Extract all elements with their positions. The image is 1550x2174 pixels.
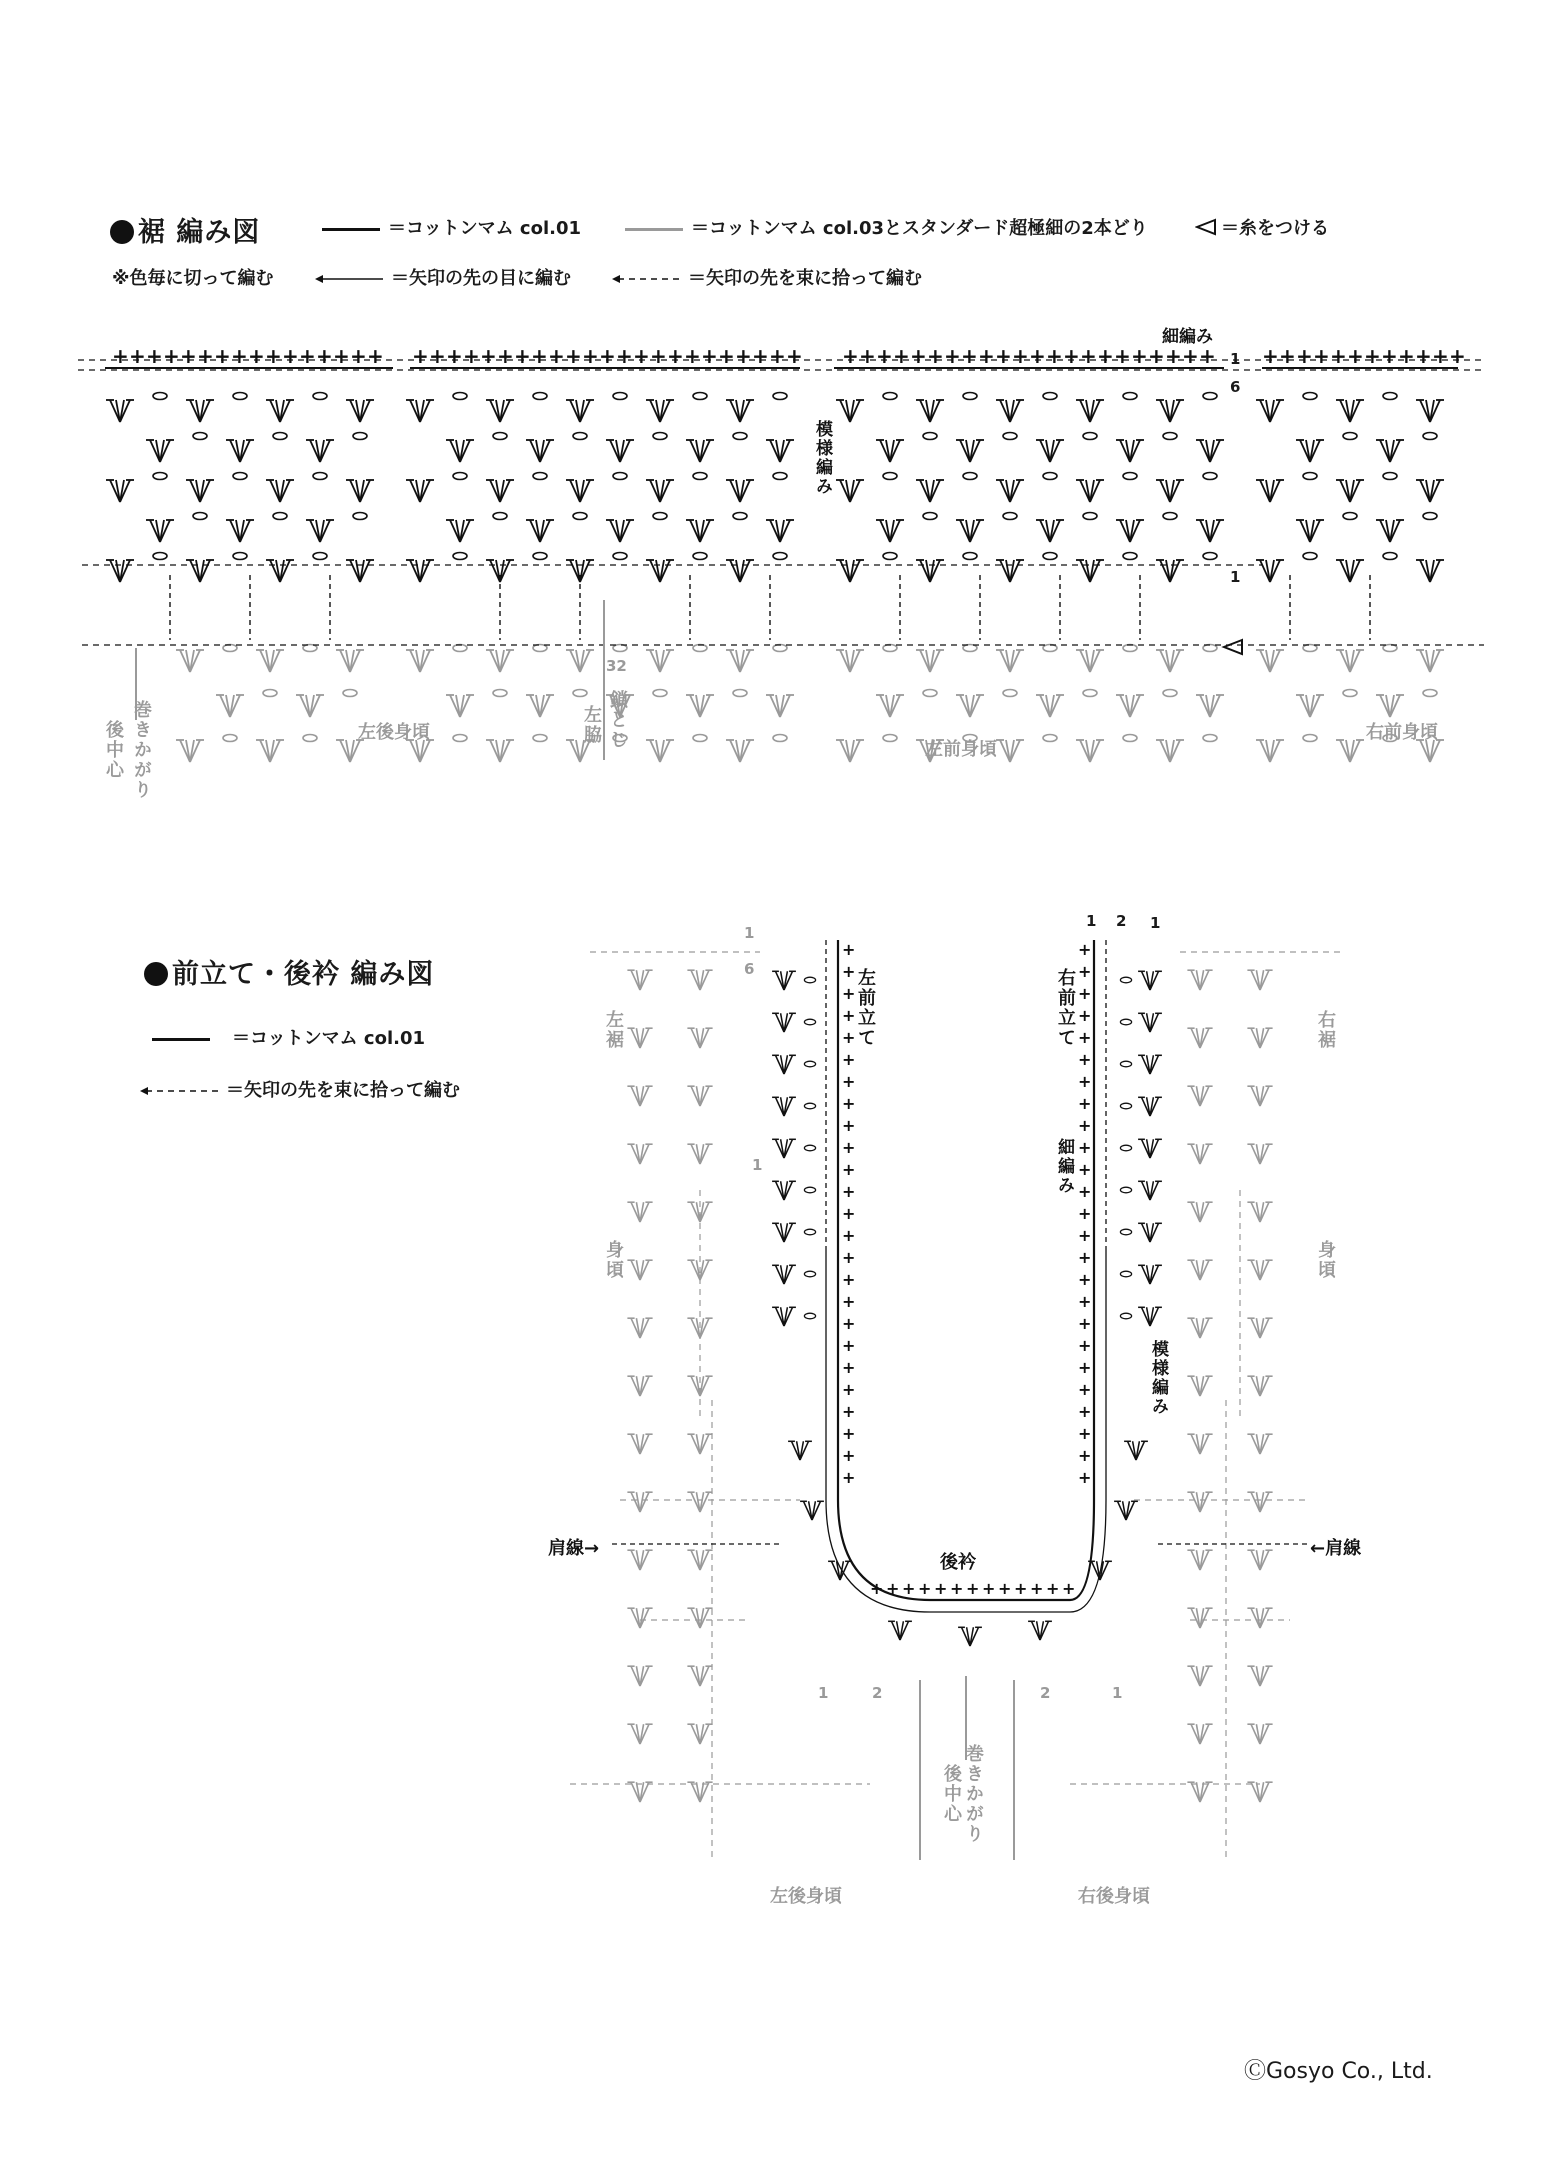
sc-plus-icon: + (1080, 344, 1097, 368)
row-number-1-bottom: 1 (1230, 568, 1241, 586)
sc-plus-icon: + (978, 344, 995, 368)
sc-plus-icon: + (531, 344, 548, 368)
band-fan-icon (772, 1307, 796, 1326)
sc-plus-icon: + (1131, 344, 1148, 368)
collar-sc-plus-icon: + (966, 1579, 980, 1598)
label-band-left-back: 左後身頃 (770, 1886, 842, 1907)
sc-plus-icon: + (910, 344, 927, 368)
band-body-fan-icon (1187, 1086, 1212, 1106)
band-fan-icon (1138, 971, 1162, 990)
sc-plus-icon: + (316, 344, 333, 368)
band-sc-plus-icon: + (842, 1468, 856, 1487)
sc-plus-icon: + (1347, 344, 1364, 368)
sc-plus-icon: + (599, 344, 616, 368)
legend-black-line-text: ＝コットンマム col.01 (388, 218, 581, 239)
sc-plus-icon: + (446, 344, 463, 368)
sc-plus-icon: + (616, 344, 633, 368)
band-body-fan-icon (687, 1666, 712, 1686)
sc-plus-icon: + (752, 344, 769, 368)
sc-plus-icon: + (548, 344, 565, 368)
sc-plus-icon: + (1279, 344, 1296, 368)
sc-plus-icon: + (1364, 344, 1381, 368)
band-sc-plus-icon: + (842, 1072, 856, 1091)
band-sc-plus-icon: + (842, 1226, 856, 1245)
copyright-text: ⒸGosyo Co., Ltd. (1244, 2059, 1433, 2084)
sc-plus-icon: + (1029, 344, 1046, 368)
band-sc-plus-icon: + (842, 1006, 856, 1025)
band-sc-plus-icon: + (1078, 1182, 1092, 1201)
label-right-hem: 右裾 (1315, 1010, 1336, 1050)
band-sc-plus-icon: + (842, 1138, 856, 1157)
band-body-fan-icon (1247, 1086, 1272, 1106)
band-chain-icon (804, 1061, 815, 1067)
label-shoulder-right: ←肩線 (1310, 1538, 1362, 1559)
band-fan-icon (1138, 1265, 1162, 1284)
band-fan-icon (1138, 1055, 1162, 1074)
collar-fan-icon (828, 1561, 852, 1580)
band-sc-plus-icon: + (1078, 1072, 1092, 1091)
band-fan-icon (1138, 1181, 1162, 1200)
legend-arrow-solid-text: ＝矢印の先の目に編む (391, 268, 571, 289)
sc-plus-icon: + (1398, 344, 1415, 368)
band-sc-plus-icon: + (1078, 1358, 1092, 1377)
band-body-fan-icon (687, 1782, 712, 1802)
band-body-fan-icon (627, 1492, 652, 1512)
sc-plus-icon: + (769, 344, 786, 368)
sc-plus-icon: + (1063, 344, 1080, 368)
sc-plus-icon: + (1165, 344, 1182, 368)
sc-plus-icon: + (633, 344, 650, 368)
legend-arrow-dashed-text: ＝矢印の先を束に拾って編む (688, 268, 922, 289)
collar-sc-plus-icon: + (1046, 1579, 1060, 1598)
collar-sc-plus-icon: + (918, 1579, 932, 1598)
band-sc-plus-icon: + (1078, 1050, 1092, 1069)
sc-plus-icon: + (859, 344, 876, 368)
sc-plus-icon: + (1097, 344, 1114, 368)
collar-sc-plus-icon: + (902, 1579, 916, 1598)
band-chain-icon (804, 977, 815, 983)
band-body-fan-icon (1187, 1724, 1212, 1744)
band-chain-icon (1120, 1229, 1131, 1235)
band-body-fan-icon (1187, 1434, 1212, 1454)
band-sc-plus-icon: + (1078, 940, 1092, 959)
band-sc-plus-icon: + (842, 1160, 856, 1179)
band-body-fan-icon (1247, 1028, 1272, 1048)
label-band-sc: 細編み (1054, 1138, 1074, 1195)
sc-plus-icon: + (786, 344, 803, 368)
band-body-fan-icon (1247, 1666, 1272, 1686)
band-chain-icon (1120, 977, 1131, 983)
band-chain-icon (804, 1187, 815, 1193)
band-body-fan-icon (627, 1608, 652, 1628)
sc-plus-icon: + (995, 344, 1012, 368)
collar-sc-plus-icon: + (998, 1579, 1012, 1598)
band-sc-plus-icon: + (842, 1380, 856, 1399)
band-sc-plus-icon: + (1078, 962, 1092, 981)
collar-sc-plus-icon: + (1030, 1579, 1044, 1598)
band-fan-icon (772, 971, 796, 990)
label-chain-join: 鎖とじ (607, 690, 628, 750)
label-body-right: 身頃 (1315, 1240, 1336, 1280)
band-sc-plus-icon: + (1078, 1380, 1092, 1399)
row-number-1-top: 1 (1230, 350, 1241, 368)
band-number-2-back-left: 2 (872, 1684, 883, 1702)
band-chain-icon (1120, 1271, 1131, 1277)
band-body-fan-icon (1187, 1550, 1212, 1570)
band-body-fan-icon (627, 1028, 652, 1048)
collar-fan-icon (800, 1501, 824, 1520)
sc-plus-icon: + (350, 344, 367, 368)
band-body-fan-icon (1247, 1318, 1272, 1338)
band-body-fan-icon (627, 970, 652, 990)
sc-plus-icon: + (299, 344, 316, 368)
band-sc-plus-icon: + (842, 1314, 856, 1333)
band-body-fan-icon (687, 1434, 712, 1454)
sc-plus-icon: + (1449, 344, 1466, 368)
label-collar-back-center: 後中心 (941, 1764, 962, 1824)
band-body-fan-icon (627, 1318, 652, 1338)
sc-plus-icon: + (129, 344, 146, 368)
band-number-1-lower: 1 (752, 1156, 763, 1174)
label-pattern: 模様編み (812, 420, 832, 496)
sc-plus-icon: + (718, 344, 735, 368)
sc-plus-icon: + (1381, 344, 1398, 368)
label-left-front: 左前身頃 (925, 739, 997, 760)
band-legend-black-line-text: ＝コットンマム col.01 (232, 1028, 425, 1049)
band-body-fan-icon (1187, 1492, 1212, 1512)
label-right-front-band: 右前立て (1055, 968, 1076, 1048)
band-chain-icon (804, 1229, 815, 1235)
sc-plus-icon: + (582, 344, 599, 368)
band-chain-icon (804, 1019, 815, 1025)
band-body-fan-icon (1247, 1260, 1272, 1280)
band-sc-plus-icon: + (1078, 1402, 1092, 1421)
band-sc-plus-icon: + (842, 1336, 856, 1355)
band-body-fan-icon (1247, 1144, 1272, 1164)
band-body-fan-icon (1247, 970, 1272, 990)
band-sc-plus-icon: + (842, 1402, 856, 1421)
band-chain-icon (1120, 1103, 1131, 1109)
sc-plus-icon: + (565, 344, 582, 368)
sc-plus-icon: + (667, 344, 684, 368)
band-chart-title-text: 前立て・後衿 編み図 (172, 959, 435, 990)
sc-plus-icon: + (876, 344, 893, 368)
legend-note: ※色毎に切って編む (112, 268, 274, 289)
band-chain-icon (1120, 1313, 1131, 1319)
sc-plus-icon: + (265, 344, 282, 368)
label-back-collar: 後衿 (940, 1552, 976, 1573)
sc-plus-icon: + (1330, 344, 1347, 368)
sc-plus-icon: + (684, 344, 701, 368)
label-right-front: 右前身頃 (1366, 722, 1438, 743)
sc-plus-icon: + (1415, 344, 1432, 368)
collar-fan-icon (888, 1621, 912, 1640)
label-band-right-back: 右後身頃 (1078, 1886, 1150, 1907)
sc-plus-icon: + (214, 344, 231, 368)
band-pattern-stitches (772, 971, 1162, 1646)
row-number-6: 6 (1230, 378, 1241, 396)
band-chain-icon (804, 1145, 815, 1151)
sc-plus-icon: + (231, 344, 248, 368)
collar-fan-icon (1114, 1501, 1138, 1520)
band-body-fan-icon (1247, 1608, 1272, 1628)
band-sc-plus-icon: + (842, 984, 856, 1003)
sc-plus-icon: + (248, 344, 265, 368)
collar-fan-icon (1028, 1621, 1052, 1640)
band-sc-plus-icon: + (1078, 1094, 1092, 1113)
label-back-center-seam: 巻きかがり (131, 700, 152, 800)
sc-plus-icon: + (1296, 344, 1313, 368)
sc-plus-icon: + (514, 344, 531, 368)
sc-plus-icon: + (112, 344, 129, 368)
collar-sc-plus-icon: + (870, 1579, 884, 1598)
band-body-fan-icon (1187, 1202, 1212, 1222)
band-body-fan-icon (627, 1666, 652, 1686)
band-body-fan-icon (687, 970, 712, 990)
sc-plus-icon: + (480, 344, 497, 368)
band-sc-plus-icon: + (1078, 1226, 1092, 1245)
sc-plus-icon: + (1313, 344, 1330, 368)
band-sc-plus-icon: + (842, 1292, 856, 1311)
row-number-32: 32 (606, 657, 627, 675)
band-fan-icon (1138, 1013, 1162, 1032)
collar-fan-icon (958, 1627, 982, 1646)
band-gray-guides (570, 952, 1340, 1860)
collar-sc-plus-icon: + (1062, 1579, 1076, 1598)
collar-sc-plus-icon: + (886, 1579, 900, 1598)
label-back-center: 後中心 (103, 720, 124, 780)
band-chain-icon (1120, 1019, 1131, 1025)
band-body-fan-icon (687, 1144, 712, 1164)
sc-plus-icon: + (367, 344, 384, 368)
sc-plus-icon: + (412, 344, 429, 368)
band-number-2: 2 (1116, 912, 1127, 930)
label-sc: 細編み (1162, 327, 1213, 347)
band-chain-icon (1120, 1187, 1131, 1193)
band-sc-plus-icon: + (1078, 1116, 1092, 1135)
band-fan-icon (772, 1139, 796, 1158)
sc-plus-icon: + (197, 344, 214, 368)
label-body-left: 身頃 (603, 1240, 624, 1280)
band-chain-icon (1120, 1061, 1131, 1067)
sc-plus-icon: + (735, 344, 752, 368)
band-body-fan-icon (1187, 1028, 1212, 1048)
band-chain-icon (804, 1313, 815, 1319)
label-left-side: 左脇 (581, 705, 602, 745)
label-left-back: 左後身頃 (358, 722, 430, 743)
sc-plus-icon: + (146, 344, 163, 368)
band-number-2-back-right: 2 (1040, 1684, 1051, 1702)
sc-plus-icon: + (163, 344, 180, 368)
band-body-fan-icon (1187, 970, 1212, 990)
band-body-fan-icon (687, 1550, 712, 1570)
band-body-fan-icon (687, 1028, 712, 1048)
sc-plus-icon: + (1262, 344, 1279, 368)
sc-plus-icon: + (842, 344, 859, 368)
band-body-fan-icon (687, 1724, 712, 1744)
sc-plus-icon: + (282, 344, 299, 368)
sc-plus-icon: + (429, 344, 446, 368)
band-sc-plus-icon: + (1078, 1028, 1092, 1047)
band-sc-plus-icon: + (1078, 1446, 1092, 1465)
band-fan-icon (772, 1265, 796, 1284)
band-fan-icon (1138, 1307, 1162, 1326)
band-sc-plus-icon: + (1078, 1006, 1092, 1025)
band-fan-icon (1138, 1139, 1162, 1158)
band-fan-icon (772, 1181, 796, 1200)
sc-plus-icon: + (927, 344, 944, 368)
band-body-fan-icon (1187, 1318, 1212, 1338)
band-sc-plus-icon: + (1078, 1160, 1092, 1179)
band-body-fan-icon (1247, 1434, 1272, 1454)
sc-plus-icon: + (1046, 344, 1063, 368)
band-chain-icon (804, 1103, 815, 1109)
band-sc-plus-icon: + (842, 940, 856, 959)
band-body-fan-icon (1247, 1376, 1272, 1396)
band-fan-icon (1138, 1223, 1162, 1242)
band-body-fan-icon (687, 1608, 712, 1628)
band-fan-icon (1138, 1097, 1162, 1116)
legend-join-text: ＝糸をつける (1221, 218, 1329, 239)
band-sc-plus-icon: + (1078, 984, 1092, 1003)
label-left-hem: 左裾 (603, 1010, 624, 1050)
band-body-fan-icon (687, 1492, 712, 1512)
band-sc-plus-icon: + (842, 1050, 856, 1069)
band-sc-plus-icon: + (842, 1094, 856, 1113)
band-fan-icon (772, 1223, 796, 1242)
band-sc-plus-icon: + (1078, 1336, 1092, 1355)
band-body-fan-icon (627, 1086, 652, 1106)
band-body-fan-icon (627, 1144, 652, 1164)
band-fan-icon (772, 1055, 796, 1074)
band-number-6-left: 6 (744, 960, 755, 978)
sc-plus-icon: + (333, 344, 350, 368)
sc-plus-icon: + (893, 344, 910, 368)
collar-fan-icon (788, 1441, 812, 1460)
sc-plus-icon: + (180, 344, 197, 368)
sc-plus-icon: + (1199, 344, 1216, 368)
band-legend-arrow-dashed-text: ＝矢印の先を束に拾って編む (226, 1080, 460, 1101)
sc-plus-icon: + (463, 344, 480, 368)
band-body-fan-icon (627, 1376, 652, 1396)
sc-plus-icon: + (944, 344, 961, 368)
sc-plus-icon: + (961, 344, 978, 368)
band-body-fan-icon (627, 1724, 652, 1744)
sc-plus-icon: + (1148, 344, 1165, 368)
sc-plus-icon: + (650, 344, 667, 368)
band-sc-plus-icon: + (842, 1204, 856, 1223)
band-body-fan-icon (627, 1550, 652, 1570)
sc-plus-icon: + (1012, 344, 1029, 368)
hem-chart-title-text: 裾 編み図 (138, 217, 261, 248)
band-sc-plus-icon: + (1078, 1248, 1092, 1267)
legend-gray-line-text: ＝コットンマム col.03とスタンダード超極細の2本どり (691, 218, 1148, 239)
band-sc-plus-icon: + (1078, 1468, 1092, 1487)
band-body-fan-icon (627, 1260, 652, 1280)
sc-plus-icon: + (497, 344, 514, 368)
band-sc-plus-icon: + (842, 1182, 856, 1201)
band-sc-plus-icon: + (1078, 1292, 1092, 1311)
band-sc-plus-icon: + (1078, 1138, 1092, 1157)
sc-plus-icon: + (701, 344, 718, 368)
band-chain-icon (1120, 1145, 1131, 1151)
band-body-fan-icon (687, 1086, 712, 1106)
sc-plus-icon: + (1432, 344, 1449, 368)
band-chain-icon (804, 1271, 815, 1277)
label-band-pattern: 模様編み (1148, 1340, 1168, 1416)
band-body-fan-icon (1187, 1608, 1212, 1628)
band-sc-plus-icon: + (842, 1028, 856, 1047)
band-fan-icon (772, 1013, 796, 1032)
band-body-fan-icon (627, 1434, 652, 1454)
band-number-1-back-left: 1 (818, 1684, 829, 1702)
band-body-fan-icon (627, 1202, 652, 1222)
band-body-fan-icon (1247, 1492, 1272, 1512)
band-body-fan-icon (627, 1782, 652, 1802)
band-body-fan-icon (1187, 1376, 1212, 1396)
band-number-1: 1 (1086, 912, 1097, 930)
band-body-fan-icon (1247, 1782, 1272, 1802)
band-sc-plus-icon: + (1078, 1204, 1092, 1223)
band-sc-plus-icon: + (1078, 1424, 1092, 1443)
band-sc-plus-icon: + (842, 1270, 856, 1289)
band-sc-plus-icon: + (842, 1446, 856, 1465)
collar-sc-plus-icon: + (934, 1579, 948, 1598)
band-body-rows (627, 970, 1272, 1802)
collar-fan-icon (1124, 1441, 1148, 1460)
band-sc-plus-icon: + (842, 1248, 856, 1267)
band-body-fan-icon (1187, 1144, 1212, 1164)
sc-plus-icon: + (1182, 344, 1199, 368)
label-left-front-band: 左前立て (855, 968, 876, 1048)
band-sc-plus-icon: + (1078, 1270, 1092, 1289)
label-shoulder-left: 肩線→ (548, 1538, 600, 1559)
band-body-fan-icon (1187, 1666, 1212, 1686)
sc-plus-icon: + (1114, 344, 1131, 368)
band-sc-plus-icon: + (842, 1116, 856, 1135)
band-body-fan-icon (1187, 1782, 1212, 1802)
collar-sc-plus-icon: + (950, 1579, 964, 1598)
label-collar-seam: 巻きかがり (963, 1744, 984, 1844)
collar-sc-plus-icon: + (982, 1579, 996, 1598)
band-fan-icon (772, 1097, 796, 1116)
band-number-1-left: 1 (744, 924, 755, 942)
collar-sc-plus-icon: + (1014, 1579, 1028, 1598)
band-number-1-right: 1 (1150, 914, 1161, 932)
band-body-fan-icon (1187, 1260, 1212, 1280)
band-sc-plus-icon: + (1078, 1314, 1092, 1333)
band-number-1-back-right: 1 (1112, 1684, 1123, 1702)
band-sc-plus-icon: + (842, 1424, 856, 1443)
band-body-fan-icon (1247, 1550, 1272, 1570)
band-sc-plus-icon: + (842, 1358, 856, 1377)
band-sc-plus-icon: + (842, 962, 856, 981)
band-body-fan-icon (1247, 1202, 1272, 1222)
band-body-fan-icon (1247, 1724, 1272, 1744)
